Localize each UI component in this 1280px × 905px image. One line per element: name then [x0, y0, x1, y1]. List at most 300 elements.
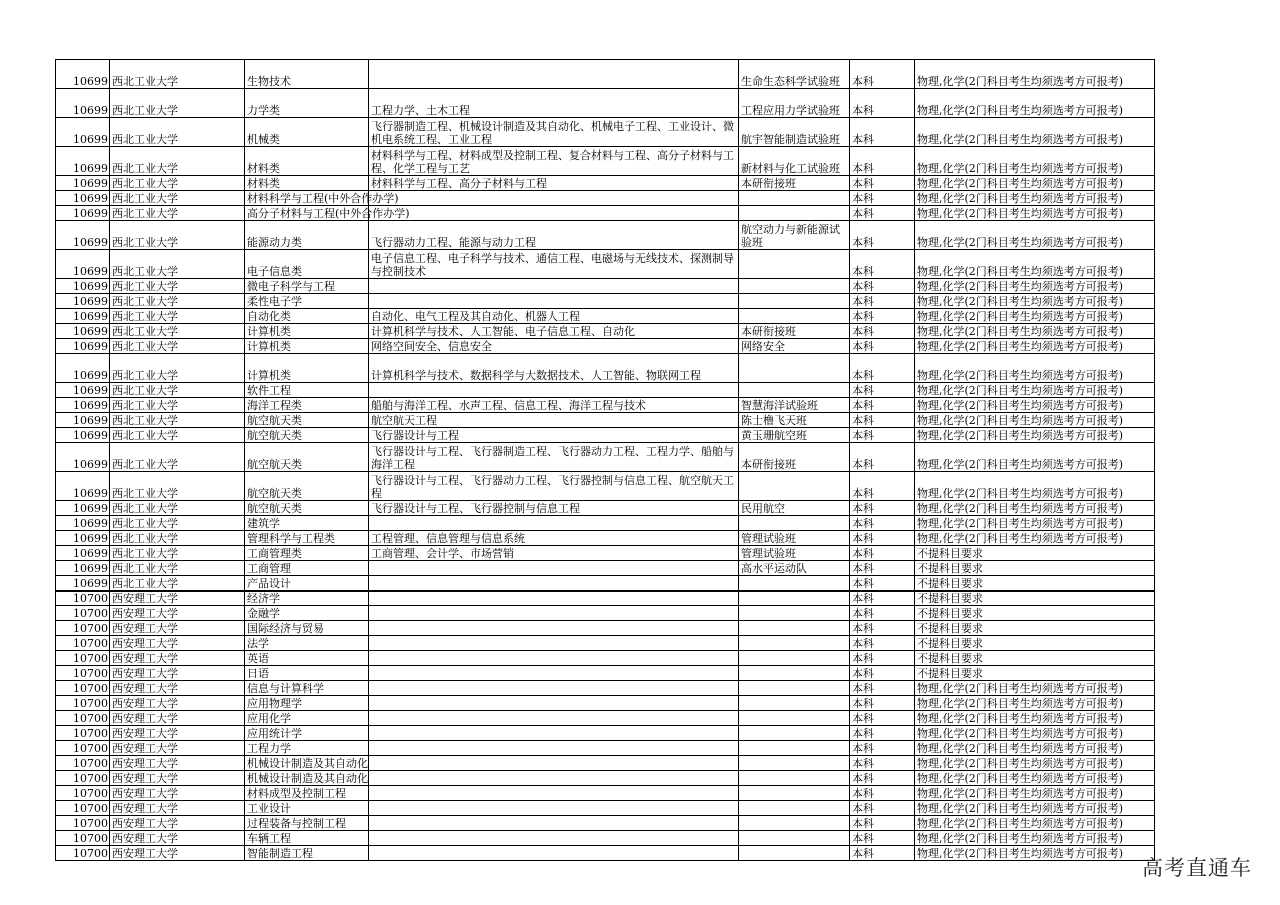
level-cell: 本科: [850, 176, 915, 191]
major-cell: 车辆工程: [245, 831, 369, 846]
table-row: [56, 443, 1155, 472]
included-majors-cell: [369, 383, 739, 398]
table-row: [56, 191, 1155, 206]
table-row: [56, 221, 1155, 250]
level-cell: 本科: [850, 591, 915, 606]
subject-requirement-cell: 物理,化学(2门科目考生均须选考方可报考): [915, 250, 1155, 279]
included-majors-cell: 网络空间安全、信息安全: [369, 339, 739, 354]
included-majors-cell: 计算机科学与技术、数据科学与大数据技术、人工智能、物联网工程: [369, 354, 739, 383]
level-cell: 本科: [850, 250, 915, 279]
major-cell: 材料科学与工程(中外合作办学): [245, 191, 369, 206]
table-row: [56, 383, 1155, 398]
school-code-cell: 10700: [56, 816, 110, 831]
school-code-cell: 10699: [56, 221, 110, 250]
major-cell: 能源动力类: [245, 221, 369, 250]
school-code-cell: 10700: [56, 741, 110, 756]
school-name-cell: 西北工业大学: [110, 501, 245, 516]
school-name-cell: 西北工业大学: [110, 191, 245, 206]
major-cell: 柔性电子学: [245, 294, 369, 309]
level-cell: 本科: [850, 147, 915, 176]
major-cell: 生物技术: [245, 60, 369, 89]
school-name-cell: 西北工业大学: [110, 561, 245, 576]
school-name-cell: 西北工业大学: [110, 309, 245, 324]
school-name-cell: 西安理工大学: [110, 831, 245, 846]
major-cell: 航空航天类: [245, 472, 369, 501]
subject-requirement-cell: 物理,化学(2门科目考生均须选考方可报考): [915, 413, 1155, 428]
major-cell: 计算机类: [245, 339, 369, 354]
school-code-cell: 10699: [56, 354, 110, 383]
school-code-cell: 10700: [56, 666, 110, 681]
school-code-cell: 10699: [56, 60, 110, 89]
subject-requirement-cell: 物理,化学(2门科目考生均须选考方可报考): [915, 443, 1155, 472]
table-row: [56, 118, 1155, 147]
level-cell: 本科: [850, 636, 915, 651]
major-cell: 电子信息类: [245, 250, 369, 279]
major-cell: 经济学: [245, 591, 369, 606]
school-code-cell: 10699: [56, 147, 110, 176]
major-cell: 航空航天类: [245, 443, 369, 472]
table-row: [56, 354, 1155, 383]
school-name-cell: 西北工业大学: [110, 118, 245, 147]
subject-requirement-cell: 不提科目要求: [915, 591, 1155, 606]
table-row: [56, 756, 1155, 771]
major-cell: 金融学: [245, 606, 369, 621]
school-code-cell: 10700: [56, 621, 110, 636]
class-type-cell: [739, 681, 850, 696]
school-code-cell: 10700: [56, 726, 110, 741]
school-name-cell: 西北工业大学: [110, 413, 245, 428]
major-cell: 航空航天类: [245, 501, 369, 516]
school-name-cell: 西北工业大学: [110, 147, 245, 176]
major-cell: 机械类: [245, 118, 369, 147]
subject-requirement-cell: 不提科目要求: [915, 636, 1155, 651]
table-row: [56, 60, 1155, 89]
table-row: [56, 428, 1155, 443]
level-cell: 本科: [850, 339, 915, 354]
level-cell: 本科: [850, 741, 915, 756]
table-row: [56, 801, 1155, 816]
table-row: [56, 831, 1155, 846]
included-majors-cell: [369, 666, 739, 681]
included-majors-cell: [369, 206, 739, 221]
school-code-cell: 10699: [56, 176, 110, 191]
school-name-cell: 西安理工大学: [110, 756, 245, 771]
class-type-cell: [739, 206, 850, 221]
subject-requirement-cell: 物理,化学(2门科目考生均须选考方可报考): [915, 221, 1155, 250]
school-name-cell: 西安理工大学: [110, 696, 245, 711]
included-majors-cell: [369, 711, 739, 726]
level-cell: 本科: [850, 398, 915, 413]
subject-requirement-cell: 物理,化学(2门科目考生均须选考方可报考): [915, 516, 1155, 531]
school-code-cell: 10699: [56, 576, 110, 591]
included-majors-cell: [369, 279, 739, 294]
major-cell: 信息与计算科学: [245, 681, 369, 696]
school-name-cell: 西安理工大学: [110, 606, 245, 621]
school-name-cell: 西安理工大学: [110, 651, 245, 666]
table-row: [56, 576, 1155, 591]
table-row: [56, 413, 1155, 428]
major-cell: 计算机类: [245, 354, 369, 383]
subject-requirement-cell: 物理,化学(2门科目考生均须选考方可报考): [915, 756, 1155, 771]
school-name-cell: 西北工业大学: [110, 472, 245, 501]
school-name-cell: 西北工业大学: [110, 60, 245, 89]
included-majors-cell: 工程力学、土木工程: [369, 89, 739, 118]
class-type-cell: [739, 816, 850, 831]
subject-requirement-cell: 物理,化学(2门科目考生均须选考方可报考): [915, 786, 1155, 801]
school-name-cell: 西北工业大学: [110, 398, 245, 413]
level-cell: 本科: [850, 771, 915, 786]
included-majors-cell: [369, 651, 739, 666]
subject-requirement-cell: 物理,化学(2门科目考生均须选考方可报考): [915, 309, 1155, 324]
class-type-cell: 民用航空: [739, 501, 850, 516]
class-type-cell: [739, 591, 850, 606]
included-majors-cell: 工程管理、信息管理与信息系统: [369, 531, 739, 546]
school-name-cell: 西北工业大学: [110, 354, 245, 383]
included-majors-cell: 飞行器设计与工程、飞行器制造工程、飞行器动力工程、工程力学、船舶与海洋工程: [369, 443, 739, 472]
included-majors-cell: [369, 576, 739, 591]
school-name-cell: 西安理工大学: [110, 621, 245, 636]
class-type-cell: [739, 472, 850, 501]
class-type-cell: [739, 771, 850, 786]
school-name-cell: 西北工业大学: [110, 294, 245, 309]
table-row: [56, 398, 1155, 413]
subject-requirement-cell: 不提科目要求: [915, 561, 1155, 576]
level-cell: 本科: [850, 666, 915, 681]
major-cell: 管理科学与工程类: [245, 531, 369, 546]
class-type-cell: [739, 831, 850, 846]
included-majors-cell: [369, 561, 739, 576]
subject-requirement-cell: 物理,化学(2门科目考生均须选考方可报考): [915, 846, 1155, 861]
included-majors-cell: 飞行器设计与工程、飞行器控制与信息工程: [369, 501, 739, 516]
major-cell: 机械设计制造及其自动化: [245, 756, 369, 771]
class-type-cell: [739, 191, 850, 206]
table-row: [56, 771, 1155, 786]
class-type-cell: 网络安全: [739, 339, 850, 354]
school-code-cell: 10700: [56, 591, 110, 606]
major-cell: 日语: [245, 666, 369, 681]
class-type-cell: [739, 711, 850, 726]
major-cell: 产品设计: [245, 576, 369, 591]
included-majors-cell: [369, 816, 739, 831]
table-row: [56, 516, 1155, 531]
table-row: [56, 309, 1155, 324]
school-name-cell: 西安理工大学: [110, 741, 245, 756]
major-cell: 英语: [245, 651, 369, 666]
level-cell: 本科: [850, 60, 915, 89]
school-code-cell: 10700: [56, 801, 110, 816]
school-name-cell: 西北工业大学: [110, 383, 245, 398]
included-majors-cell: [369, 846, 739, 861]
school-code-cell: 10700: [56, 831, 110, 846]
level-cell: 本科: [850, 191, 915, 206]
table-row: [56, 501, 1155, 516]
class-type-cell: [739, 250, 850, 279]
included-majors-cell: [369, 591, 739, 606]
level-cell: 本科: [850, 696, 915, 711]
subject-requirement-cell: 不提科目要求: [915, 651, 1155, 666]
level-cell: 本科: [850, 561, 915, 576]
school-code-cell: 10699: [56, 472, 110, 501]
major-cell: 力学类: [245, 89, 369, 118]
school-code-cell: 10699: [56, 206, 110, 221]
level-cell: 本科: [850, 294, 915, 309]
level-cell: 本科: [850, 309, 915, 324]
level-cell: 本科: [850, 651, 915, 666]
included-majors-cell: [369, 621, 739, 636]
subject-requirement-cell: 物理,化学(2门科目考生均须选考方可报考): [915, 726, 1155, 741]
school-code-cell: 10700: [56, 711, 110, 726]
level-cell: 本科: [850, 472, 915, 501]
table-row: [56, 531, 1155, 546]
school-code-cell: 10700: [56, 681, 110, 696]
included-majors-cell: [369, 756, 739, 771]
level-cell: 本科: [850, 354, 915, 383]
subject-requirement-cell: 物理,化学(2门科目考生均须选考方可报考): [915, 60, 1155, 89]
class-type-cell: [739, 621, 850, 636]
level-cell: 本科: [850, 428, 915, 443]
subject-requirement-cell: 物理,化学(2门科目考生均须选考方可报考): [915, 681, 1155, 696]
level-cell: 本科: [850, 118, 915, 147]
class-type-cell: 本研衔接班: [739, 443, 850, 472]
class-type-cell: 智慧海洋试验班: [739, 398, 850, 413]
table-row: [56, 741, 1155, 756]
subject-requirement-cell: 物理,化学(2门科目考生均须选考方可报考): [915, 711, 1155, 726]
school-name-cell: 西安理工大学: [110, 681, 245, 696]
subject-requirement-cell: 物理,化学(2门科目考生均须选考方可报考): [915, 472, 1155, 501]
subject-requirement-cell: 物理,化学(2门科目考生均须选考方可报考): [915, 294, 1155, 309]
major-cell: 国际经济与贸易: [245, 621, 369, 636]
major-cell: 工商管理: [245, 561, 369, 576]
level-cell: 本科: [850, 546, 915, 561]
subject-requirement-cell: 不提科目要求: [915, 576, 1155, 591]
class-type-cell: [739, 651, 850, 666]
level-cell: 本科: [850, 831, 915, 846]
major-cell: 法学: [245, 636, 369, 651]
school-name-cell: 西安理工大学: [110, 846, 245, 861]
table-row: [56, 621, 1155, 636]
class-type-cell: 航宇智能制造试验班: [739, 118, 850, 147]
level-cell: 本科: [850, 383, 915, 398]
subject-requirement-cell: 不提科目要求: [915, 606, 1155, 621]
class-type-cell: 管理试验班: [739, 531, 850, 546]
school-code-cell: 10700: [56, 846, 110, 861]
class-type-cell: [739, 383, 850, 398]
school-code-cell: 10699: [56, 443, 110, 472]
included-majors-cell: [369, 294, 739, 309]
included-majors-cell: [369, 681, 739, 696]
table-row: [56, 666, 1155, 681]
included-majors-cell: [369, 771, 739, 786]
level-cell: 本科: [850, 756, 915, 771]
subject-requirement-cell: 物理,化学(2门科目考生均须选考方可报考): [915, 428, 1155, 443]
school-name-cell: 西北工业大学: [110, 443, 245, 472]
school-code-cell: 10700: [56, 636, 110, 651]
subject-requirement-cell: 物理,化学(2门科目考生均须选考方可报考): [915, 191, 1155, 206]
major-cell: 微电子科学与工程: [245, 279, 369, 294]
school-name-cell: 西北工业大学: [110, 250, 245, 279]
school-name-cell: 西安理工大学: [110, 666, 245, 681]
class-type-cell: 高水平运动队: [739, 561, 850, 576]
class-type-cell: 黄玉珊航空班: [739, 428, 850, 443]
school-code-cell: 10700: [56, 651, 110, 666]
level-cell: 本科: [850, 221, 915, 250]
included-majors-cell: [369, 516, 739, 531]
table-row: [56, 726, 1155, 741]
school-code-cell: 10699: [56, 398, 110, 413]
class-type-cell: [739, 696, 850, 711]
included-majors-cell: 工商管理、会计学、市场营销: [369, 546, 739, 561]
level-cell: 本科: [850, 206, 915, 221]
major-cell: 计算机类: [245, 324, 369, 339]
school-name-cell: 西北工业大学: [110, 324, 245, 339]
subject-requirement-cell: 物理,化学(2门科目考生均须选考方可报考): [915, 206, 1155, 221]
school-code-cell: 10699: [56, 383, 110, 398]
school-name-cell: 西安理工大学: [110, 801, 245, 816]
included-majors-cell: [369, 831, 739, 846]
included-majors-cell: [369, 741, 739, 756]
table-row: [56, 606, 1155, 621]
level-cell: 本科: [850, 711, 915, 726]
subject-requirement-cell: 物理,化学(2门科目考生均须选考方可报考): [915, 741, 1155, 756]
class-type-cell: 航空动力与新能源试验班: [739, 221, 850, 250]
major-cell: 海洋工程类: [245, 398, 369, 413]
subject-requirement-cell: 物理,化学(2门科目考生均须选考方可报考): [915, 398, 1155, 413]
subject-requirement-cell: 物理,化学(2门科目考生均须选考方可报考): [915, 339, 1155, 354]
major-cell: 机械设计制造及其自动化: [245, 771, 369, 786]
subject-requirement-cell: 物理,化学(2门科目考生均须选考方可报考): [915, 89, 1155, 118]
level-cell: 本科: [850, 621, 915, 636]
included-majors-cell: 材料科学与工程、高分子材料与工程: [369, 176, 739, 191]
school-code-cell: 10699: [56, 501, 110, 516]
major-cell: 航空航天类: [245, 413, 369, 428]
subject-requirement-cell: 不提科目要求: [915, 666, 1155, 681]
school-name-cell: 西北工业大学: [110, 546, 245, 561]
included-majors-cell: 飞行器设计与工程、飞行器动力工程、飞行器控制与信息工程、航空航天工程: [369, 472, 739, 501]
table-row: [56, 816, 1155, 831]
major-cell: 高分子材料与工程(中外合作办学): [245, 206, 369, 221]
table-row: [56, 651, 1155, 666]
school-name-cell: 西北工业大学: [110, 428, 245, 443]
school-code-cell: 10699: [56, 546, 110, 561]
level-cell: 本科: [850, 846, 915, 861]
level-cell: 本科: [850, 89, 915, 118]
school-code-cell: 10700: [56, 696, 110, 711]
school-code-cell: 10699: [56, 339, 110, 354]
included-majors-cell: [369, 191, 739, 206]
subject-requirement-cell: 物理,化学(2门科目考生均须选考方可报考): [915, 531, 1155, 546]
school-code-cell: 10700: [56, 786, 110, 801]
table-row: [56, 250, 1155, 279]
class-type-cell: 本研衔接班: [739, 176, 850, 191]
level-cell: 本科: [850, 443, 915, 472]
included-majors-cell: 飞行器设计与工程: [369, 428, 739, 443]
level-cell: 本科: [850, 501, 915, 516]
level-cell: 本科: [850, 816, 915, 831]
table-row: [56, 89, 1155, 118]
subject-requirement-cell: 物理,化学(2门科目考生均须选考方可报考): [915, 279, 1155, 294]
subject-requirement-cell: 物理,化学(2门科目考生均须选考方可报考): [915, 176, 1155, 191]
table-row: [56, 472, 1155, 501]
level-cell: 本科: [850, 576, 915, 591]
subject-requirement-cell: 物理,化学(2门科目考生均须选考方可报考): [915, 324, 1155, 339]
level-cell: 本科: [850, 324, 915, 339]
table-row: [56, 176, 1155, 191]
major-cell: 应用化学: [245, 711, 369, 726]
subject-requirement-cell: 物理,化学(2门科目考生均须选考方可报考): [915, 696, 1155, 711]
major-cell: 材料类: [245, 176, 369, 191]
class-type-cell: 生命生态科学试验班: [739, 60, 850, 89]
major-cell: 自动化类: [245, 309, 369, 324]
table-row: [56, 786, 1155, 801]
class-type-cell: [739, 666, 850, 681]
class-type-cell: [739, 801, 850, 816]
school-code-cell: 10700: [56, 771, 110, 786]
major-cell: 工业设计: [245, 801, 369, 816]
subject-requirement-cell: 物理,化学(2门科目考生均须选考方可报考): [915, 383, 1155, 398]
table-row: [56, 681, 1155, 696]
included-majors-cell: 计算机科学与技术、人工智能、电子信息工程、自动化: [369, 324, 739, 339]
level-cell: 本科: [850, 726, 915, 741]
subject-requirement-cell: 物理,化学(2门科目考生均须选考方可报考): [915, 801, 1155, 816]
school-code-cell: 10699: [56, 561, 110, 576]
major-cell: 应用物理学: [245, 696, 369, 711]
school-code-cell: 10699: [56, 118, 110, 147]
school-code-cell: 10699: [56, 531, 110, 546]
school-name-cell: 西北工业大学: [110, 531, 245, 546]
class-type-cell: [739, 279, 850, 294]
major-cell: 智能制造工程: [245, 846, 369, 861]
school-name-cell: 西安理工大学: [110, 771, 245, 786]
class-type-cell: [739, 294, 850, 309]
class-type-cell: 本研衔接班: [739, 324, 850, 339]
school-name-cell: 西安理工大学: [110, 816, 245, 831]
class-type-cell: [739, 309, 850, 324]
class-type-cell: 工程应用力学试验班: [739, 89, 850, 118]
major-cell: 建筑学: [245, 516, 369, 531]
table-row: [56, 846, 1155, 861]
level-cell: 本科: [850, 413, 915, 428]
school-code-cell: 10699: [56, 413, 110, 428]
class-type-cell: [739, 846, 850, 861]
included-majors-cell: [369, 726, 739, 741]
table-row: [56, 339, 1155, 354]
subject-requirement-cell: 物理,化学(2门科目考生均须选考方可报考): [915, 816, 1155, 831]
subject-requirement-cell: 物理,化学(2门科目考生均须选考方可报考): [915, 147, 1155, 176]
major-cell: 过程装备与控制工程: [245, 816, 369, 831]
included-majors-cell: [369, 60, 739, 89]
school-code-cell: 10699: [56, 250, 110, 279]
included-majors-cell: [369, 786, 739, 801]
school-name-cell: 西北工业大学: [110, 516, 245, 531]
level-cell: 本科: [850, 531, 915, 546]
table-row: [56, 147, 1155, 176]
school-code-cell: 10699: [56, 324, 110, 339]
major-cell: 材料类: [245, 147, 369, 176]
watermark-text: 高考直通车: [1142, 856, 1252, 880]
subject-requirement-cell: 物理,化学(2门科目考生均须选考方可报考): [915, 831, 1155, 846]
school-code-cell: 10699: [56, 428, 110, 443]
class-type-cell: [739, 606, 850, 621]
class-type-cell: [739, 636, 850, 651]
table-row: [56, 206, 1155, 221]
table-row: [56, 711, 1155, 726]
major-cell: 软件工程: [245, 383, 369, 398]
included-majors-cell: 电子信息工程、电子科学与技术、通信工程、电磁场与无线技术、探测制导与控制技术: [369, 250, 739, 279]
class-type-cell: [739, 786, 850, 801]
school-name-cell: 西北工业大学: [110, 89, 245, 118]
table-row: [56, 279, 1155, 294]
table-row: [56, 696, 1155, 711]
